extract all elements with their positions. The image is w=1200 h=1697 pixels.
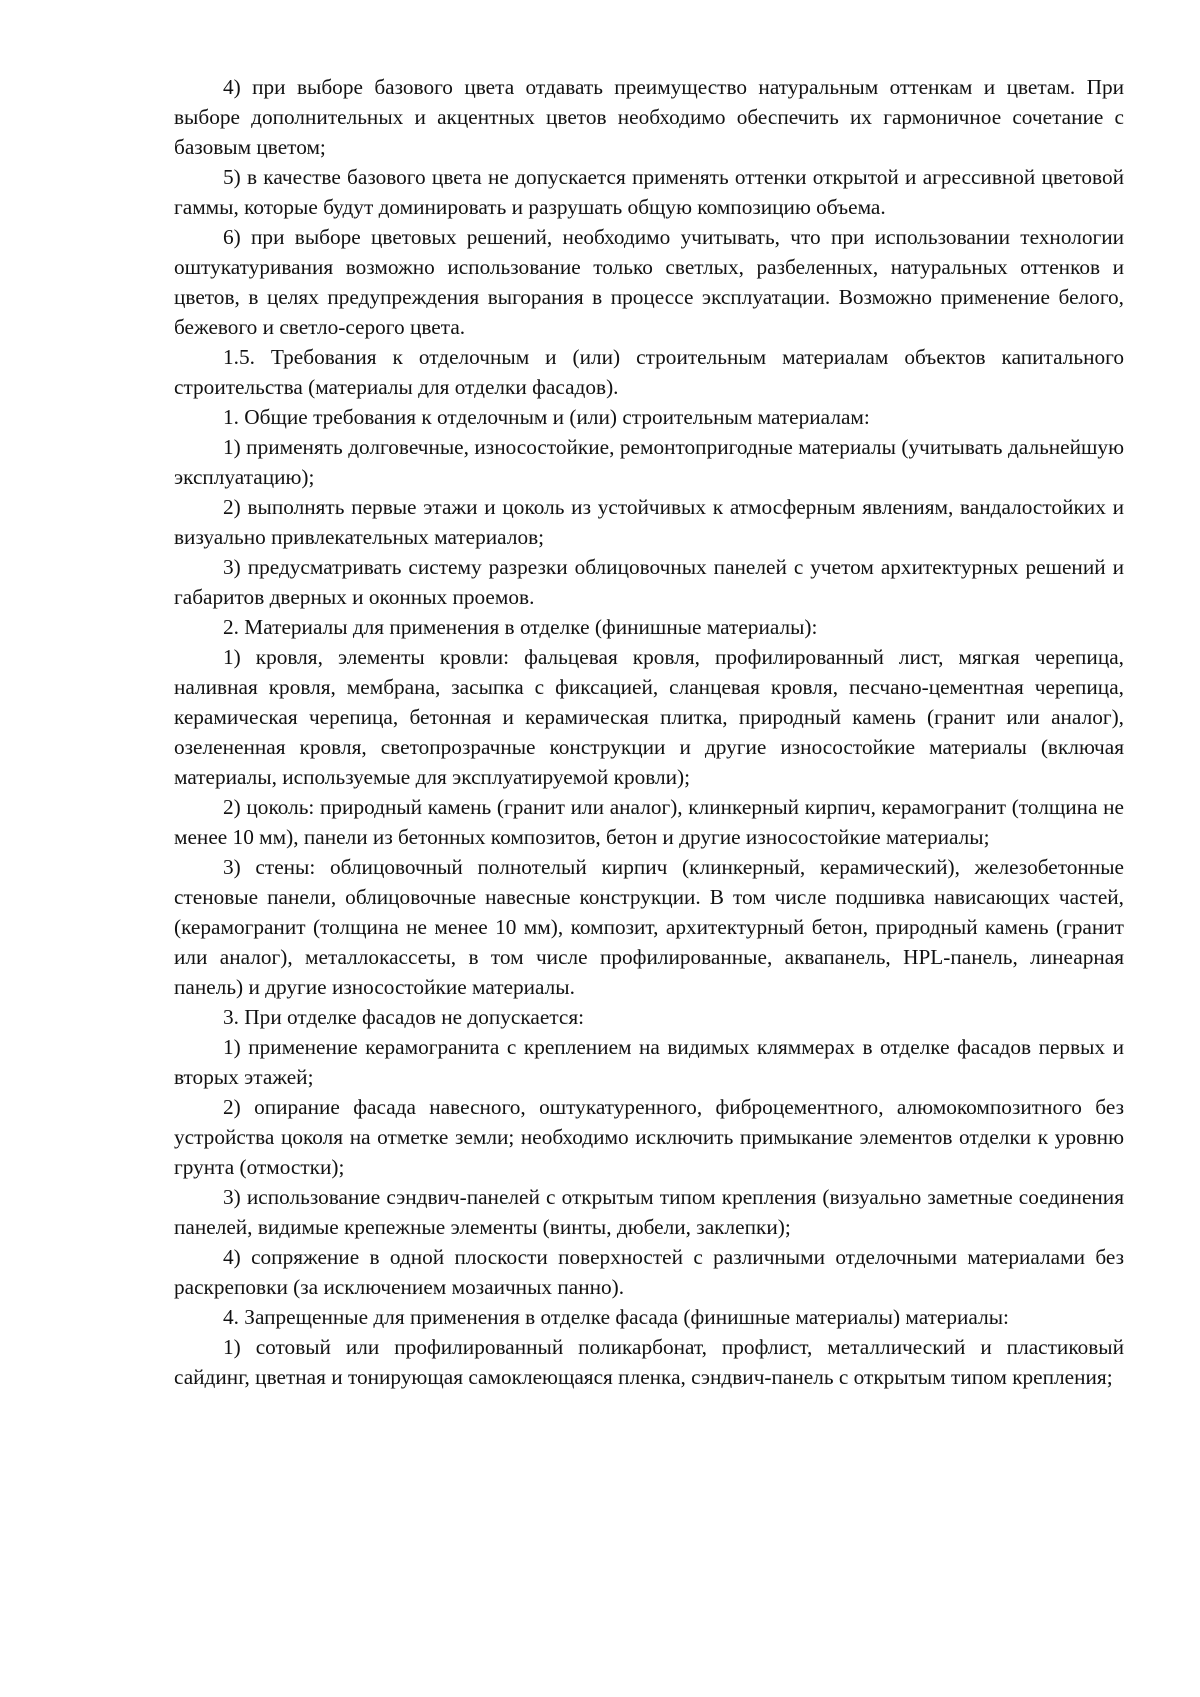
subsection-general-requirements: 1. Общие требования к отделочным и (или) строительным материалам: <box>223 405 870 429</box>
document-page <box>174 72 1124 1392</box>
paragraph-roof-materials: 1) кровля, элементы кровли: фальцевая кровля, профилированный лист, мягкая черепица, наливная кровля, мембрана, засыпка с фиксацией, сланцевая кровля, песчано-цементная черепица, керамическая черепица, бетонная и керамическая плитка, природный камень (гранит или аналог), озелененная кровля, светопрозрачные конструкции и другие износостойкие материалы (включая материалы, используемые для эксплуатируемой кровли); <box>174 645 1124 789</box>
section-heading-1-5: 1.5. Требования к отделочным и (или) строительным материалам объектов капитального строительства (материалы для отделки фасадов). <box>174 345 1124 399</box>
paragraph-surface-junction: 4) сопряжение в одной плоскости поверхностей с различными отделочными материалами без раскреповки (за исключением мозаичных панно). <box>174 1245 1124 1299</box>
subsection-not-allowed: 3. При отделке фасадов не допускается: <box>223 1005 585 1029</box>
paragraph-facade-support: 2) опирание фасада навесного, оштукатуренного, фиброцементного, алюмокомпозитного без устройства цоколя на отметке земли; необходимо исключить примыкание элементов отделки к уровню грунта (отмостки); <box>174 1095 1124 1179</box>
subsection-prohibited-materials: 4. Запрещенные для применения в отделке фасада (финишные материалы) материалы: <box>223 1305 1009 1329</box>
paragraph-panel-cutting-system: 3) предусматривать систему разрезки облицовочных панелей с учетом архитектурных решений и габаритов дверных и оконных проемов. <box>174 555 1124 609</box>
paragraph-wall-materials: 3) стены: облицовочный полнотелый кирпич (клинкерный, керамический), железобетонные стеновые панели, облицовочные навесные конструкции. В том числе подшивка нависающих частей, (керамогранит (толщина не менее 10 мм), композит, архитектурный бетон, природный камень (гранит или аналог), металлокассеты, в том числе профилированные, аквапанель, HPL-панель, линеарная панель) и другие износостойкие материалы. <box>174 855 1124 999</box>
paragraph-durable-materials: 1) применять долговечные, износостойкие, ремонтопригодные материалы (учитывать дальнейшую эксплуатацию); <box>174 435 1124 489</box>
paragraph-color-aggressive-gamma: 5) в качестве базового цвета не допускается применять оттенки открытой и агрессивной цветовой гаммы, которые будут доминировать и разрушать общую композицию объема. <box>174 165 1124 219</box>
paragraph-sandwich-panels: 3) использование сэндвич-панелей с открытым типом крепления (визуально заметные соединения панелей, видимые крепежные элементы (винты, дюбели, заклепки); <box>174 1185 1124 1239</box>
paragraph-color-natural-shades: 4) при выборе базового цвета отдавать преимущество натуральным оттенкам и цветам. При выборе дополнительных и акцентных цветов необходимо обеспечить их гармоничное сочетание с базовым цветом; <box>174 75 1124 159</box>
paragraph-plinth-materials: 2) цоколь: природный камень (гранит или аналог), клинкерный кирпич, керамогранит (толщина не менее 10 мм), панели из бетонных композитов, бетон и другие износостойкие материалы; <box>174 795 1124 849</box>
subsection-finishing-materials: 2. Материалы для применения в отделке (финишные материалы): <box>223 615 818 639</box>
paragraph-porcelain-visible-clamps: 1) применение керамогранита с креплением на видимых кляммерах в отделке фасадов первых и вторых этажей; <box>174 1035 1124 1089</box>
paragraph-polycarbonate-siding: 1) сотовый или профилированный поликарбонат, профлист, металлический и пластиковый сайдинг, цветная и тонирующая самоклеющаяся пленка, сэндвич-панель с открытым типом крепления; <box>174 1335 1124 1389</box>
paragraph-color-plaster-technology: 6) при выборе цветовых решений, необходимо учитывать, что при использовании технологии оштукатуривания возможно использование только светлых, разбеленных, натуральных оттенков и цветов, в целях предупреждения выгорания в процессе эксплуатации. Возможно применение белого, бежевого и светло-серого цвета. <box>174 225 1124 339</box>
paragraph-first-floors-plinth: 2) выполнять первые этажи и цоколь из устойчивых к атмосферным явлениям, вандалостойких и визуально привлекательных материалов; <box>174 495 1124 549</box>
